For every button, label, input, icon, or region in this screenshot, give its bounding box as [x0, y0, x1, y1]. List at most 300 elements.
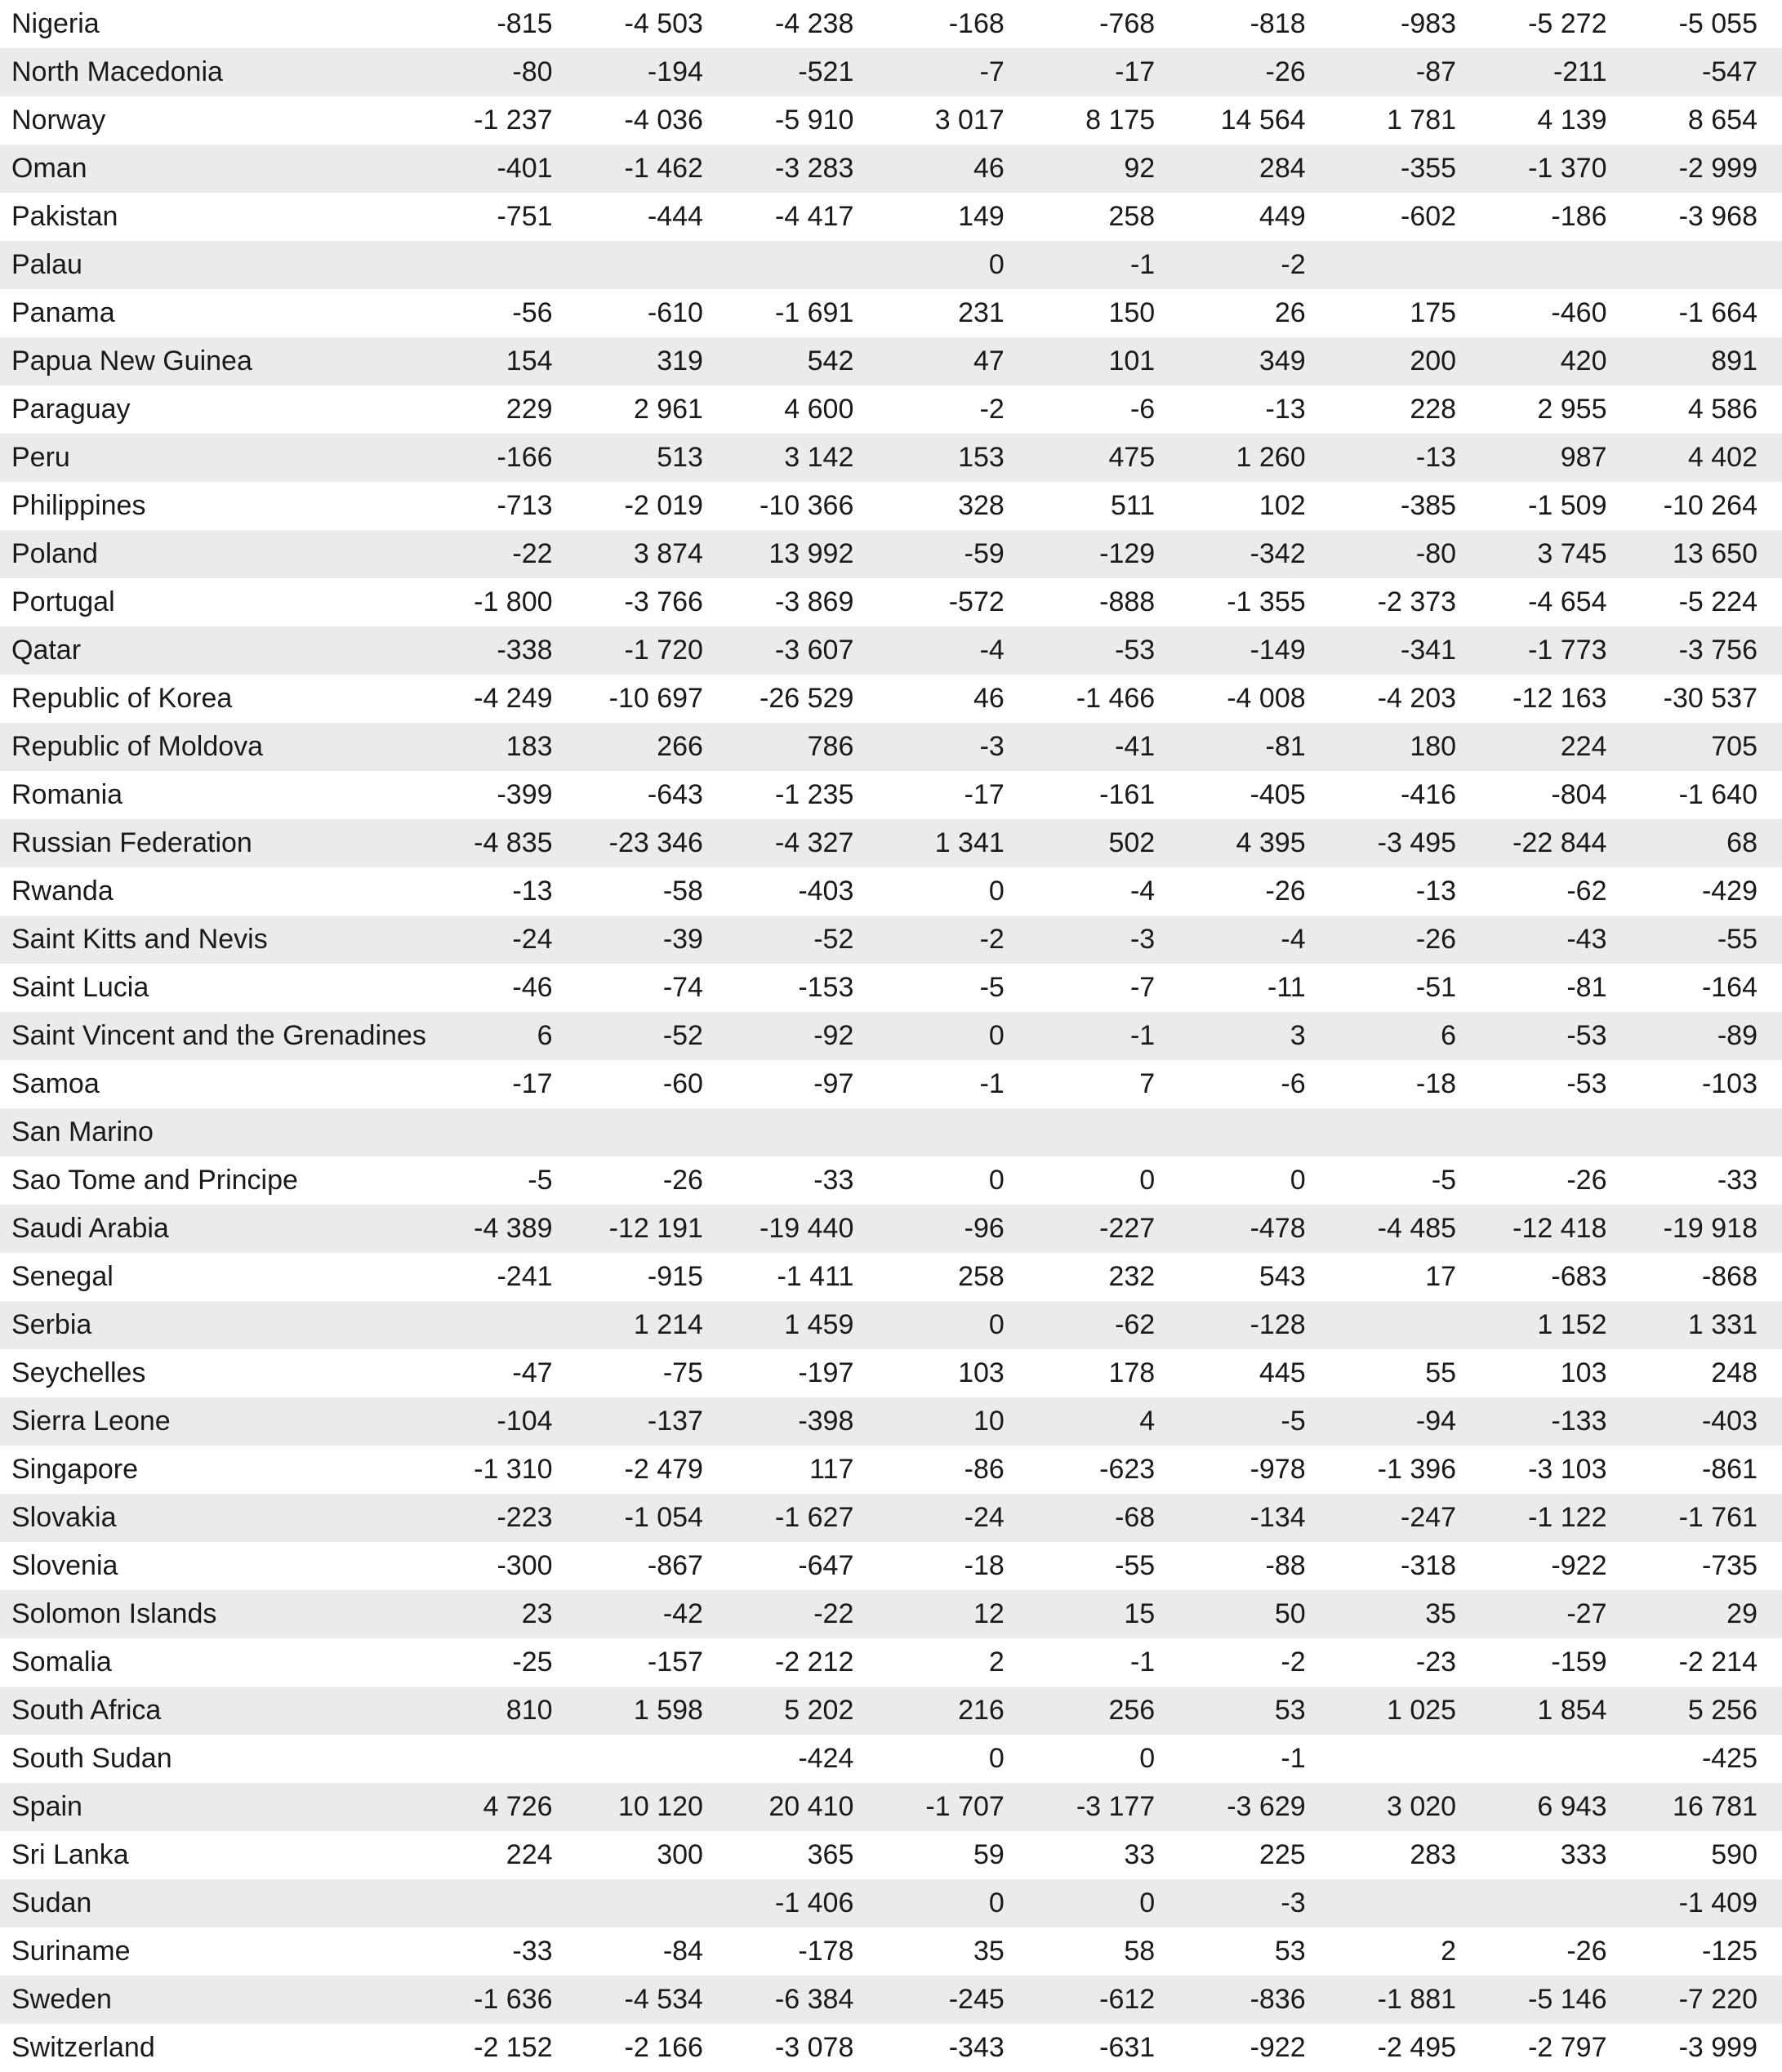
value-cell: -51 — [1415, 972, 1457, 1003]
value-cell: 284 — [1259, 153, 1306, 184]
value-cell: -3 283 — [774, 153, 854, 184]
value-cell: -5 272 — [1528, 8, 1607, 39]
value-cell: -1 — [1281, 1743, 1306, 1774]
value-cell: -1 720 — [624, 635, 703, 666]
value-cell: 0 — [988, 1743, 1005, 1774]
table-row — [0, 1590, 1782, 1638]
value-cell: 1 331 — [1687, 1309, 1757, 1340]
value-cell: -128 — [1250, 1309, 1306, 1340]
value-cell: -10 264 — [1663, 490, 1757, 521]
value-cell: 420 — [1560, 345, 1607, 377]
table-row — [0, 0, 1782, 48]
value-cell: 4 600 — [784, 394, 854, 425]
value-cell: -751 — [497, 201, 553, 232]
value-cell: -1 370 — [1528, 153, 1607, 184]
value-cell: -26 — [1566, 1165, 1607, 1196]
value-cell: -194 — [647, 56, 703, 87]
value-cell: -26 — [1265, 56, 1306, 87]
country-cell: Palau — [11, 249, 82, 280]
value-cell: -521 — [798, 56, 854, 87]
value-cell: 502 — [1108, 827, 1156, 858]
table-row — [0, 1253, 1782, 1301]
value-cell: -62 — [1115, 1309, 1156, 1340]
value-cell: -11 — [1267, 972, 1306, 1003]
value-cell: 8 654 — [1687, 105, 1757, 136]
table-row — [0, 1783, 1782, 1831]
value-cell — [426, 1879, 577, 1927]
country-cell: Sweden — [11, 1984, 112, 2015]
value-cell: -1 691 — [774, 297, 854, 328]
country-cell: Solomon Islands — [11, 1598, 217, 1629]
value-cell: -168 — [948, 8, 1005, 39]
value-cell: -18 — [1415, 1068, 1457, 1099]
value-cell: 35 — [973, 1936, 1005, 1967]
value-cell: -157 — [647, 1646, 703, 1678]
value-cell: -2 212 — [774, 1646, 854, 1678]
value-cell: -2 495 — [1377, 2032, 1457, 2063]
country-cell: Republic of Korea — [11, 683, 233, 714]
value-cell: -23 — [1415, 1646, 1457, 1678]
value-cell: 232 — [1108, 1261, 1156, 1292]
value-cell — [1631, 1108, 1782, 1156]
value-cell: 15 — [1124, 1598, 1156, 1629]
table-row — [0, 1397, 1782, 1446]
value-cell: 46 — [973, 683, 1005, 714]
table-row — [0, 1927, 1782, 1976]
value-cell: 283 — [1410, 1839, 1457, 1870]
value-cell: -416 — [1401, 779, 1457, 810]
value-cell: -2 797 — [1528, 2032, 1607, 2063]
value-cell: -1 235 — [774, 779, 854, 810]
value-cell: -5 146 — [1528, 1984, 1607, 2015]
value-cell: -159 — [1551, 1646, 1607, 1678]
value-cell: -983 — [1401, 8, 1457, 39]
value-cell: -41 — [1115, 731, 1156, 762]
value-cell: -47 — [512, 1357, 553, 1388]
value-cell: -27 — [1566, 1598, 1607, 1629]
value-cell: 5 202 — [784, 1695, 854, 1726]
value-cell: 154 — [506, 345, 553, 377]
value-cell: -1 636 — [474, 1984, 553, 2015]
value-cell: -1 462 — [624, 153, 703, 184]
value-cell: -4 503 — [624, 8, 703, 39]
value-cell: 445 — [1259, 1357, 1306, 1388]
value-cell — [426, 1108, 577, 1156]
table-row — [0, 193, 1782, 241]
country-cell: Pakistan — [11, 201, 118, 232]
country-cell: Qatar — [11, 635, 82, 666]
value-cell: -22 844 — [1512, 827, 1607, 858]
value-cell: -74 — [662, 972, 703, 1003]
table-row — [0, 1060, 1782, 1108]
value-cell: 26 — [1274, 297, 1306, 328]
value-cell: -915 — [647, 1261, 703, 1292]
value-cell: -4 — [1129, 876, 1156, 907]
value-cell: 228 — [1410, 394, 1457, 425]
value-cell: -868 — [1701, 1261, 1757, 1292]
country-cell: Serbia — [11, 1309, 92, 1340]
value-cell: -223 — [497, 1502, 553, 1533]
value-cell: -81 — [1566, 972, 1607, 1003]
value-cell: -5 — [528, 1165, 553, 1196]
value-cell: -385 — [1401, 490, 1457, 521]
table-row — [0, 1012, 1782, 1060]
value-cell: 266 — [657, 731, 703, 762]
value-cell: -22 — [813, 1598, 854, 1629]
value-cell: -3 103 — [1528, 1454, 1607, 1485]
value-cell: -26 — [1265, 876, 1306, 907]
value-cell: 46 — [973, 153, 1005, 184]
value-cell: 231 — [958, 297, 1005, 328]
value-cell: 2 961 — [633, 394, 703, 425]
table-row — [0, 1976, 1782, 2024]
value-cell: -104 — [497, 1406, 553, 1437]
value-cell: 786 — [807, 731, 854, 762]
country-cell: Samoa — [11, 1068, 100, 1099]
country-cell: South Sudan — [11, 1743, 172, 1774]
value-cell: -26 — [662, 1165, 703, 1196]
value-cell: 20 410 — [768, 1791, 854, 1822]
value-cell: -3 078 — [774, 2032, 854, 2063]
value-cell: 542 — [807, 345, 854, 377]
value-cell: -89 — [1717, 1020, 1757, 1051]
value-cell: 16 781 — [1673, 1791, 1757, 1822]
value-cell: -5 224 — [1678, 586, 1757, 617]
value-cell: 103 — [958, 1357, 1005, 1388]
value-cell: 3 — [1290, 1020, 1306, 1051]
value-cell: -610 — [647, 297, 703, 328]
country-cell: San Marino — [11, 1116, 154, 1147]
value-cell: -4 238 — [774, 8, 854, 39]
value-cell — [1330, 1108, 1481, 1156]
value-cell: -1 509 — [1528, 490, 1607, 521]
country-cell: Rwanda — [11, 876, 114, 907]
country-cell: Portugal — [11, 586, 115, 617]
value-cell: 13 992 — [768, 538, 854, 569]
value-cell: -84 — [662, 1936, 703, 1967]
value-cell: -1 122 — [1528, 1502, 1607, 1533]
value-cell: -133 — [1551, 1406, 1607, 1437]
value-cell: -7 220 — [1678, 1984, 1757, 2015]
value-cell: -342 — [1250, 538, 1306, 569]
value-cell: 225 — [1259, 1839, 1306, 1870]
value-cell: -5 910 — [774, 105, 854, 136]
value-cell: 103 — [1560, 1357, 1607, 1388]
value-cell: -424 — [798, 1743, 854, 1774]
value-cell: -26 — [1566, 1936, 1607, 1967]
value-cell: 0 — [1139, 1165, 1156, 1196]
value-cell: -53 — [1566, 1068, 1607, 1099]
value-cell: -53 — [1566, 1020, 1607, 1051]
value-cell: -602 — [1401, 201, 1457, 232]
country-cell: Singapore — [11, 1454, 139, 1485]
value-cell: 59 — [973, 1839, 1005, 1870]
value-cell: -300 — [497, 1550, 553, 1581]
value-cell: -4 417 — [774, 201, 854, 232]
value-cell: -87 — [1415, 56, 1457, 87]
country-cell: Nigeria — [11, 8, 100, 39]
value-cell: 475 — [1108, 442, 1156, 473]
value-cell: 0 — [1139, 1887, 1156, 1918]
value-cell: -129 — [1099, 538, 1156, 569]
value-cell: -22 — [512, 538, 553, 569]
value-cell: -92 — [813, 1020, 854, 1051]
country-cell: Saint Kitts and Nevis — [11, 924, 268, 955]
country-cell: Oman — [11, 153, 87, 184]
value-cell: 449 — [1259, 201, 1306, 232]
table-row — [0, 819, 1782, 867]
value-cell: -4 249 — [474, 683, 553, 714]
table-row — [0, 241, 1782, 289]
value-cell: -1 396 — [1377, 1454, 1457, 1485]
value-cell: 6 943 — [1537, 1791, 1607, 1822]
country-cell: Sri Lanka — [11, 1839, 129, 1870]
value-cell: -405 — [1250, 779, 1306, 810]
value-cell: -17 — [964, 779, 1005, 810]
value-cell: -24 — [964, 1502, 1005, 1533]
value-cell: -399 — [497, 779, 553, 810]
value-cell: 224 — [1560, 731, 1607, 762]
value-cell: 178 — [1108, 1357, 1156, 1388]
value-cell: 1 341 — [934, 827, 1005, 858]
value-cell: -3 766 — [624, 586, 703, 617]
value-cell: 53 — [1274, 1936, 1306, 1967]
value-cell: -978 — [1250, 1454, 1306, 1485]
value-cell: -59 — [964, 538, 1005, 569]
value-cell: 4 395 — [1236, 827, 1306, 858]
value-cell: -818 — [1250, 8, 1306, 39]
value-cell: -153 — [798, 972, 854, 1003]
value-cell: -125 — [1701, 1936, 1757, 1967]
table-row — [0, 771, 1782, 819]
value-cell: -1 — [1129, 1646, 1156, 1678]
value-cell: -88 — [1265, 1550, 1306, 1581]
table-row — [0, 1735, 1782, 1783]
value-cell: 1 781 — [1386, 105, 1457, 136]
value-cell: 1 854 — [1537, 1695, 1607, 1726]
table-row — [0, 48, 1782, 96]
value-cell: 1 214 — [633, 1309, 703, 1340]
value-cell: -572 — [948, 586, 1005, 617]
value-cell: 117 — [809, 1454, 854, 1485]
value-cell: 0 — [988, 1309, 1005, 1340]
value-cell: -1 355 — [1227, 586, 1306, 617]
value-cell: 810 — [506, 1695, 553, 1726]
value-cell: -5 — [1431, 1165, 1457, 1196]
value-cell: 3 142 — [784, 442, 854, 473]
value-cell: 590 — [1711, 1839, 1757, 1870]
value-cell: -647 — [798, 1550, 854, 1581]
value-cell: 2 — [1441, 1936, 1457, 1967]
value-cell: 511 — [1111, 490, 1156, 521]
value-cell: -241 — [497, 1261, 553, 1292]
value-cell: -13 — [1415, 442, 1457, 473]
value-cell: -149 — [1250, 635, 1306, 666]
value-cell: -245 — [948, 1984, 1005, 2015]
value-cell: -33 — [512, 1936, 553, 1967]
value-cell: -10 697 — [608, 683, 703, 714]
country-cell: Philippines — [11, 490, 146, 521]
table-row — [0, 1831, 1782, 1879]
value-cell: -3 968 — [1678, 201, 1757, 232]
country-cell: Suriname — [11, 1936, 131, 1967]
value-cell: -33 — [1717, 1165, 1757, 1196]
table-row — [0, 1638, 1782, 1687]
value-cell: -4 036 — [624, 105, 703, 136]
value-cell — [728, 241, 878, 289]
value-cell: 0 — [988, 249, 1005, 280]
table-row — [0, 337, 1782, 385]
value-cell: -96 — [964, 1213, 1005, 1244]
value-cell: 68 — [1726, 827, 1757, 858]
value-cell: -888 — [1099, 586, 1156, 617]
country-cell: Slovakia — [11, 1502, 117, 1533]
value-cell: -612 — [1099, 1984, 1156, 2015]
value-cell — [426, 241, 577, 289]
value-cell: -33 — [813, 1165, 854, 1196]
value-cell — [1179, 1108, 1330, 1156]
country-cell: Paraguay — [11, 394, 131, 425]
value-cell: 0 — [988, 1165, 1005, 1196]
value-cell: -5 — [1281, 1406, 1306, 1437]
value-cell: -338 — [497, 635, 553, 666]
value-cell: 47 — [973, 345, 1005, 377]
value-cell: 258 — [1108, 201, 1156, 232]
value-cell: -2 — [979, 394, 1005, 425]
value-cell: -26 529 — [760, 683, 854, 714]
value-cell: -4 654 — [1528, 586, 1607, 617]
country-cell: South Africa — [11, 1695, 162, 1726]
table-row — [0, 2024, 1782, 2072]
value-cell: -164 — [1701, 972, 1757, 1003]
table-row — [0, 1349, 1782, 1397]
value-cell: -1 054 — [624, 1502, 703, 1533]
value-cell: 1 598 — [633, 1695, 703, 1726]
value-cell: -3 999 — [1678, 2032, 1757, 2063]
value-cell: 149 — [958, 201, 1005, 232]
value-cell: -1 800 — [474, 586, 553, 617]
table-row — [0, 530, 1782, 578]
country-cell: Republic of Moldova — [11, 731, 264, 762]
value-cell: 5 256 — [1687, 1695, 1757, 1726]
value-cell: 200 — [1410, 345, 1457, 377]
value-cell: 14 564 — [1220, 105, 1306, 136]
value-cell: -1 411 — [777, 1261, 854, 1292]
value-cell: -768 — [1099, 8, 1156, 39]
value-cell: -547 — [1701, 56, 1757, 87]
value-cell: 328 — [958, 490, 1005, 521]
value-cell: -1 761 — [1678, 1502, 1757, 1533]
value-cell: -478 — [1250, 1213, 1306, 1244]
value-cell: -4 — [1281, 924, 1306, 955]
value-cell: -6 — [1281, 1068, 1306, 1099]
value-cell: -1 — [1129, 1020, 1156, 1051]
value-cell: -4 534 — [624, 1984, 703, 2015]
table-row — [0, 145, 1782, 193]
value-cell: -398 — [798, 1406, 854, 1437]
value-cell — [1330, 241, 1481, 289]
table-row — [0, 1156, 1782, 1205]
value-cell: 29 — [1726, 1598, 1757, 1629]
value-cell: -922 — [1250, 2032, 1306, 2063]
value-cell: -52 — [813, 924, 854, 955]
value-cell: -3 177 — [1076, 1791, 1156, 1822]
country-cell: Russian Federation — [11, 827, 252, 858]
value-cell: -2 019 — [624, 490, 703, 521]
table-row — [0, 1542, 1782, 1590]
value-cell: -62 — [1566, 876, 1607, 907]
value-cell: -1 — [979, 1068, 1005, 1099]
value-cell: 2 955 — [1537, 394, 1607, 425]
value-cell: -4 203 — [1377, 683, 1457, 714]
value-cell: -13 — [1265, 394, 1306, 425]
value-cell: -2 — [979, 924, 1005, 955]
country-cell: Saudi Arabia — [11, 1213, 169, 1244]
value-cell: 8 175 — [1085, 105, 1156, 136]
value-cell: -3 607 — [774, 635, 854, 666]
value-cell: 333 — [1560, 1839, 1607, 1870]
value-cell: 53 — [1274, 1695, 1306, 1726]
value-cell: -12 163 — [1512, 683, 1607, 714]
country-cell: Romania — [11, 779, 123, 810]
value-cell: -1 773 — [1528, 635, 1607, 666]
value-cell: 216 — [958, 1695, 1005, 1726]
value-cell: 10 120 — [617, 1791, 703, 1822]
value-cell: 0 — [1290, 1165, 1306, 1196]
value-cell: -23 346 — [608, 827, 703, 858]
value-cell: 256 — [1108, 1695, 1156, 1726]
value-cell: -5 055 — [1678, 8, 1757, 39]
value-cell: -56 — [512, 297, 553, 328]
value-cell: -867 — [647, 1550, 703, 1581]
value-cell: -3 495 — [1377, 827, 1457, 858]
value-cell: -3 756 — [1678, 635, 1757, 666]
value-cell — [1330, 1879, 1481, 1927]
value-cell: 258 — [958, 1261, 1005, 1292]
country-cell: Saint Vincent and the Grenadines — [11, 1020, 426, 1051]
table-row — [0, 482, 1782, 530]
value-cell: -7 — [979, 56, 1005, 87]
value-cell: -1 409 — [1678, 1887, 1757, 1918]
table-row — [0, 916, 1782, 964]
value-cell: -4 008 — [1227, 683, 1306, 714]
value-cell — [577, 1108, 728, 1156]
value-cell: -53 — [1115, 635, 1156, 666]
value-cell: 1 025 — [1386, 1695, 1457, 1726]
value-cell: -2 166 — [624, 2032, 703, 2063]
value-cell: 0 — [1139, 1743, 1156, 1774]
value-cell: -683 — [1551, 1261, 1607, 1292]
value-cell: -80 — [1415, 538, 1457, 569]
table-row — [0, 1446, 1782, 1494]
value-cell — [1330, 1301, 1481, 1349]
value-cell: 7 — [1139, 1068, 1156, 1099]
value-cell: 3 874 — [633, 538, 703, 569]
value-cell: -922 — [1551, 1550, 1607, 1581]
value-cell — [1481, 1108, 1631, 1156]
value-cell — [1481, 241, 1631, 289]
value-cell: -24 — [512, 924, 553, 955]
value-cell: -1 881 — [1377, 1984, 1457, 2015]
value-cell: 92 — [1124, 153, 1156, 184]
value-cell: -355 — [1401, 153, 1457, 184]
value-cell: -10 366 — [760, 490, 854, 521]
value-cell: 224 — [506, 1839, 553, 1870]
value-cell: 3 017 — [934, 105, 1005, 136]
value-cell: -227 — [1099, 1213, 1156, 1244]
value-cell: -2 479 — [624, 1454, 703, 1485]
value-cell: -12 418 — [1512, 1213, 1607, 1244]
